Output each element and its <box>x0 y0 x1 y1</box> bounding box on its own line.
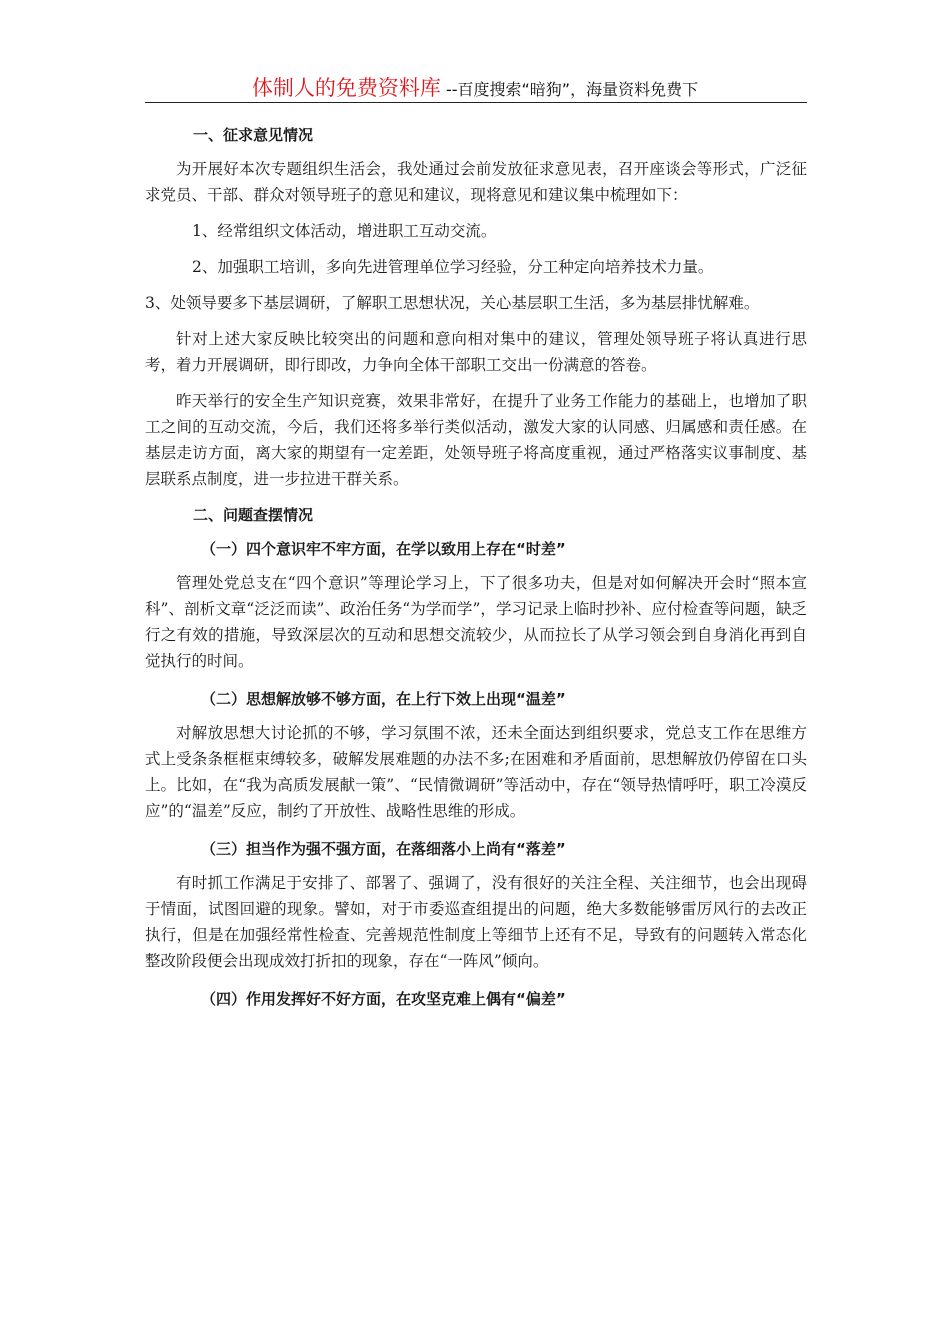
subsection1-body: 管理处党总支在“四个意识”等理论学习上，下了很多功夫，但是对如何解决开会时“照本宣科”、剖析文章“泛泛而读”、政治任务“为学而学”，学习记录上临时抄补、应付检查等问题，缺乏行之有效的措施，导致深层次的互动和思想交流较少，从而拉长了从学习领会到自身消化再到自觉执行的时间。 <box>145 574 807 670</box>
subsection3-body: 有时抓工作满足于安排了、部署了、强调了，没有很好的关注全程、关注细节，也会出现碍于情面，试图回避的现象。譬如，对于市委巡查组提出的问题，绝大多数能够雷厉风行的去改正执行，但是在加强经常性检查、完善规范性制度上等细节上还有不足，导致有的问题转入常态化整改阶段便会出现成效打折扣的现象，存在“一阵风”倾向。 <box>145 874 807 970</box>
subsection1-title: （一）四个意识牢不牢方面，在学以致用上存在“时差” <box>201 540 566 558</box>
page-header <box>145 72 805 102</box>
suggestion-item-2: 2、加强职工培训，多向先进管理单位学习经验，分工种定向培养技术力量。 <box>192 258 714 276</box>
suggestion-item-3: 3、处领导要多下基层调研，了解职工思想状况，关心基层职工生活，多为基层排忧解难。 <box>145 294 760 312</box>
header-brand: 体制人的免费资料库 <box>251 76 441 100</box>
section1-title: 一、征求意见情况 <box>193 126 314 144</box>
section1-intro: 为开展好本次专题组织生活会，我处通过会前发放征求意见表，召开座谈会等形式，广泛征求党员、干部、群众对领导班子的意见和建议，现将意见和建议集中梳理如下： <box>145 160 807 204</box>
document-body <box>145 122 807 1020</box>
section1-followup: 昨天举行的安全生产知识竞赛，效果非常好，在提升了业务工作能力的基础上，也增加了职工之间的互动交流，今后，我们还将多举行类似活动，激发大家的认同感、归属感和责任感。在基层走访方面，离大家的期望有一定差距，处领导班子将高度重视，通过严格落实议事制度、基层联系点制度，进一步拉进干群关系。 <box>145 392 807 488</box>
subsection2-title: （二）思想解放够不够方面，在上行下效上出现“温差” <box>201 690 566 708</box>
subsection4-title: （四）作用发挥好不好方面，在攻坚克难上偶有“偏差” <box>201 990 566 1008</box>
subsection2-body: 对解放思想大讨论抓的不够，学习氛围不浓，还未全面达到组织要求，党总支工作在思维方式上受条条框框束缚较多，破解发展难题的办法不多;在困难和矛盾面前，思想解放仍停留在口头上。比如，在“我为高质发展献一策”、“民情微调研”等活动中，存在“领导热情呼吁，职工冷漠反应”的“温差”反应，制约了开放性、战略性思维的形成。 <box>145 724 807 820</box>
subsection3-title: （三）担当作为强不强方面，在落细落小上尚有“落差” <box>201 840 566 858</box>
section2-title: 二、问题查摆情况 <box>193 506 314 524</box>
header-divider <box>145 102 807 103</box>
section1-response: 针对上述大家反映比较突出的问题和意向相对集中的建议，管理处领导班子将认真进行思考，着力开展调研，即行即改，力争向全体干部职工交出一份满意的答卷。 <box>145 330 807 374</box>
suggestion-item-1: 1、经常组织文体活动，增进职工互动交流。 <box>192 222 497 240</box>
header-tagline: --百度搜索“暗狗”，海量资料免费下 <box>445 80 699 99</box>
